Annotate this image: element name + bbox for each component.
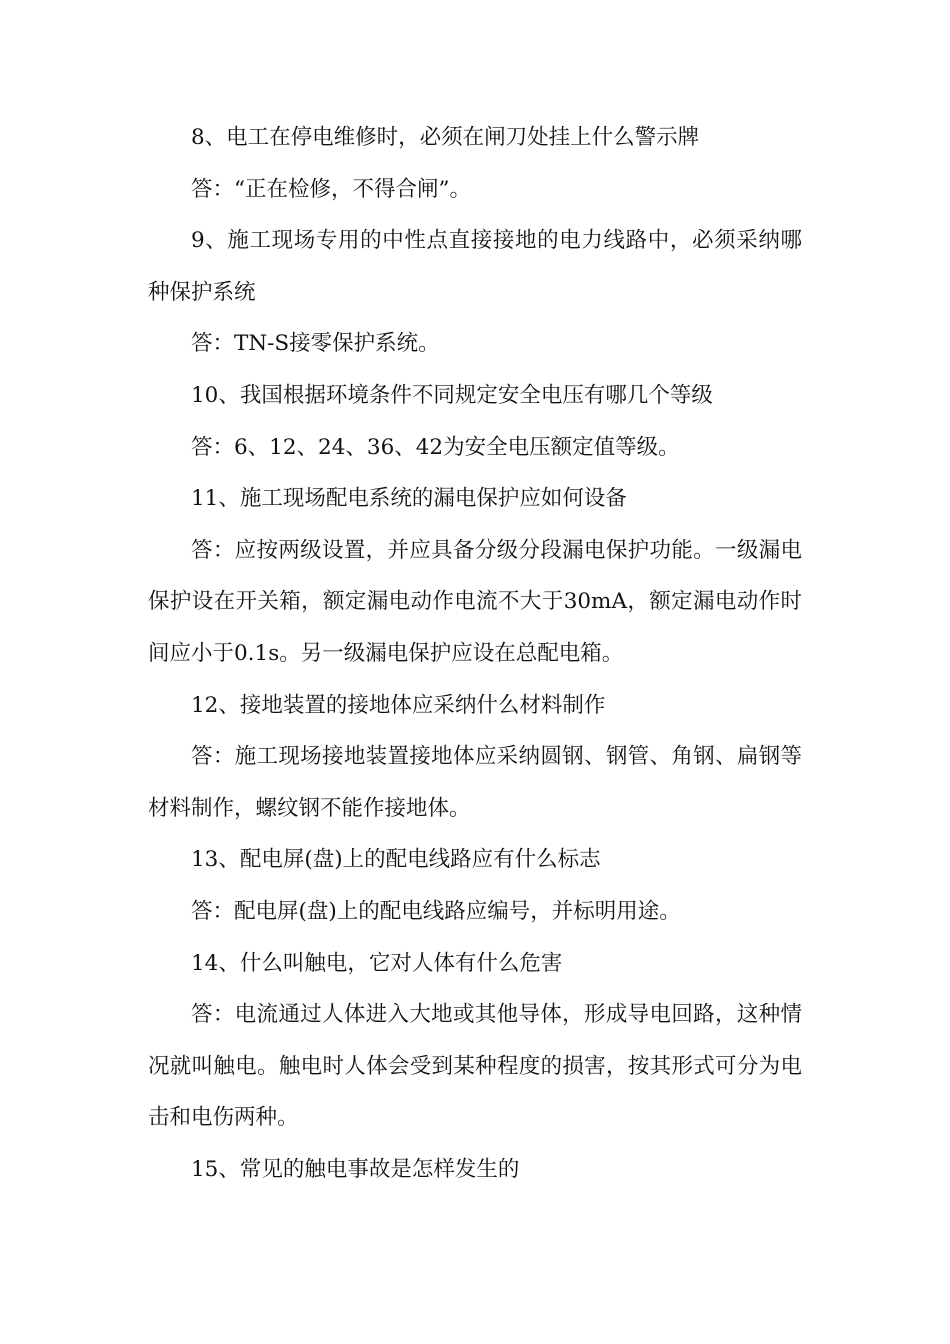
answer-9: 答：TN-S接零保护系统。 (191, 331, 440, 357)
answer-14: 答：电流通过人体进入大地或其他导体，形成导电回路，这种情况就叫触电。触电时人体会受到某种程度的损害，按其形式可分为电击和电伤两种。 (148, 1002, 802, 1131)
question-14: 14、什么叫触电，它对人体有什么危害 (191, 950, 563, 976)
question-8: 8、电工在停电维修时，必须在闸刀处挂上什么警示牌 (191, 125, 700, 150)
question-11: 11、施工现场配电系统的漏电保护应如何设备 (191, 486, 627, 512)
answer-10: 答：6、12、24、36、42为安全电压额定值等级。 (191, 434, 680, 460)
document-body (148, 112, 802, 1195)
answer-8: 答：“正在检修，不得合闸”。 (191, 176, 471, 202)
answer-12: 答：施工现场接地装置接地体应采纳圆钢、钢管、角钢、扁钢等材料制作，螺纹钢不能作接地体。 (148, 744, 802, 821)
question-10: 10、我国根据环境条件不同规定安全电压有哪几个等级 (191, 382, 713, 408)
answer-11: 答：应按两级设置，并应具备分级分段漏电保护功能。一级漏电保护设在开关箱，额定漏电动作电流不大于30mA，额定漏电动作时间应小于0.1s。另一级漏电保护应设在总配电箱。 (148, 537, 802, 666)
answer-13: 答：配电屏(盘)上的配电线路应编号，并标明用途。 (191, 898, 681, 924)
question-9: 9、施工现场专用的中性点直接接地的电力线路中，必须采纳哪种保护系统 (148, 228, 802, 305)
question-12: 12、接地装置的接地体应采纳什么材料制作 (191, 692, 606, 718)
question-15: 15、常见的触电事故是怎样发生的 (191, 1156, 520, 1182)
question-13: 13、配电屏(盘)上的配电线路应有什么标志 (191, 847, 601, 873)
